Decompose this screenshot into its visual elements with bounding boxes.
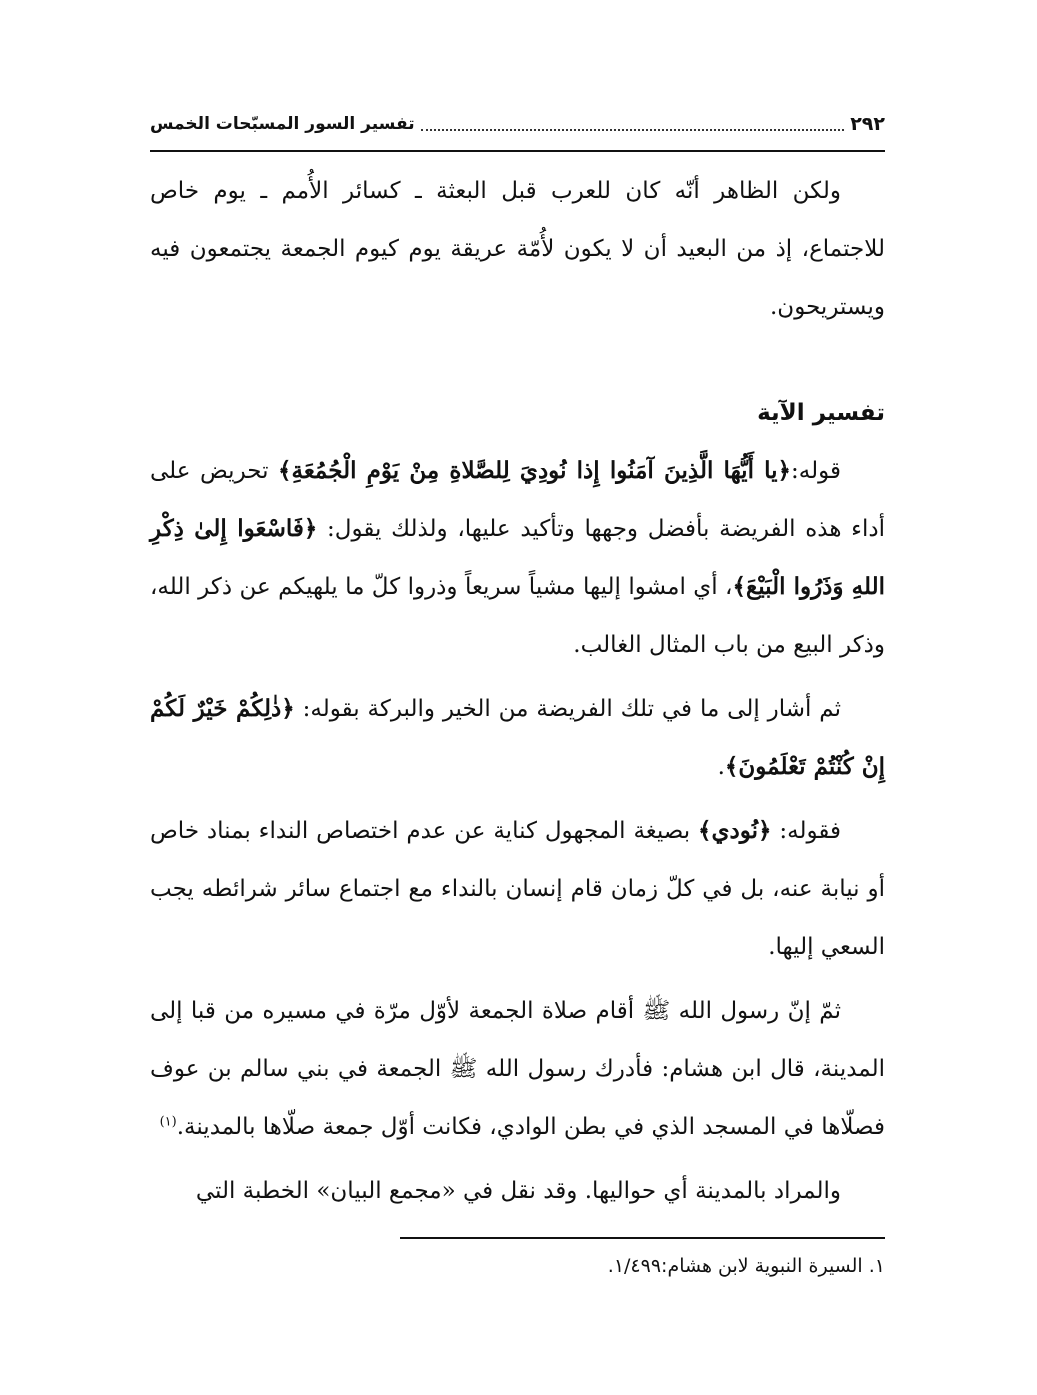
text-run: ، أي امشوا إليها مشياً سريعاً وذروا كلّ ما يلهيكم عن ذكر الله، وذكر البيع من باب المثال الغالب. <box>150 574 885 658</box>
running-header <box>150 110 885 138</box>
text-run: قوله: <box>791 458 842 484</box>
body-text <box>150 162 885 1226</box>
header-rule <box>150 150 885 152</box>
quran-quote: ﴿نُودي﴾ <box>698 817 772 844</box>
section-heading: تفسير الآية <box>757 400 885 426</box>
dotted-leader <box>421 117 845 131</box>
paragraph-verse-explanation <box>150 442 885 674</box>
paragraph-benefit <box>150 680 885 796</box>
text-run: تحريض على أداء هذه الفريضة بأفضل وجهها وتأكيد عليها، ولذلك يقول: <box>150 458 885 542</box>
page-number: ٢٩٢ <box>850 113 885 135</box>
text-run: ثم أشار إلى ما في تلك الفريضة من الخير والبركة بقوله: <box>294 696 841 722</box>
text-run: بصيغة المجهول كناية عن عدم اختصاص النداء بمناد خاص أو نيابة عنه، بل في كلّ زمان قام إنسان بالنداء مع اجتماع سائر شرائطه يجب السعي إليها. <box>150 818 885 960</box>
book-page <box>150 100 885 1300</box>
paragraph-history <box>150 982 885 1156</box>
paragraph-intro: ولكن الظاهر أنّه كان للعرب قبل البعثة ـ كسائر الأُمم ـ يوم خاص للاجتماع، إذ من البعيد أن لا يكون لأُمّة عريقة يوم كيوم الجمعة يجتمعون فيه ويستريحون. <box>150 178 885 320</box>
text-run: ثمّ إنّ رسول الله ﷺ أقام صلاة الجمعة لأوّل مرّة في مسيره من قبا إلى المدينة، قال ابن هشام: فأدرك رسول الله ﷺ الجمعة في بني سالم بن عوف فصلّاها في المسجد الذي في بطن الوادي، فكانت أوّل جمعة صلّاها بالمدينة. <box>150 998 885 1140</box>
text-run: فقوله: <box>771 818 841 844</box>
running-title: تفسير السور المسبّحات الخمس <box>150 114 415 134</box>
paragraph-madina: والمراد بالمدينة أي حواليها. وقد نقل في «مجمع البيان» الخطبة التي <box>195 1178 841 1204</box>
quran-quote: ﴿فَاسْعَوا إِلىٰ ذِكْرِ اللهِ وَذَرُوا الْبَيْعَ﴾ <box>150 515 885 600</box>
paragraph-call <box>150 802 885 976</box>
quran-quote: ﴿يا أَيُّهَا الَّذِينَ آمَنُوا إِذا نُودِيَ لِلصَّلاةِ مِنْ يَوْمِ الْجُمُعَةِ﴾ <box>278 457 792 484</box>
quran-quote: ﴿ذٰلِكُمْ خَيْرٌ لَكُمْ إِنْ كُنْتُمْ تَعْلَمُونَ﴾ <box>150 695 885 780</box>
text-run: . <box>717 754 725 780</box>
footnote-rule <box>400 1237 885 1239</box>
footnote: ١. السيرة النبوية لابن هشام:١/٤٩٩. <box>607 1255 885 1277</box>
footnote-marker[interactable]: (١) <box>159 1114 177 1130</box>
